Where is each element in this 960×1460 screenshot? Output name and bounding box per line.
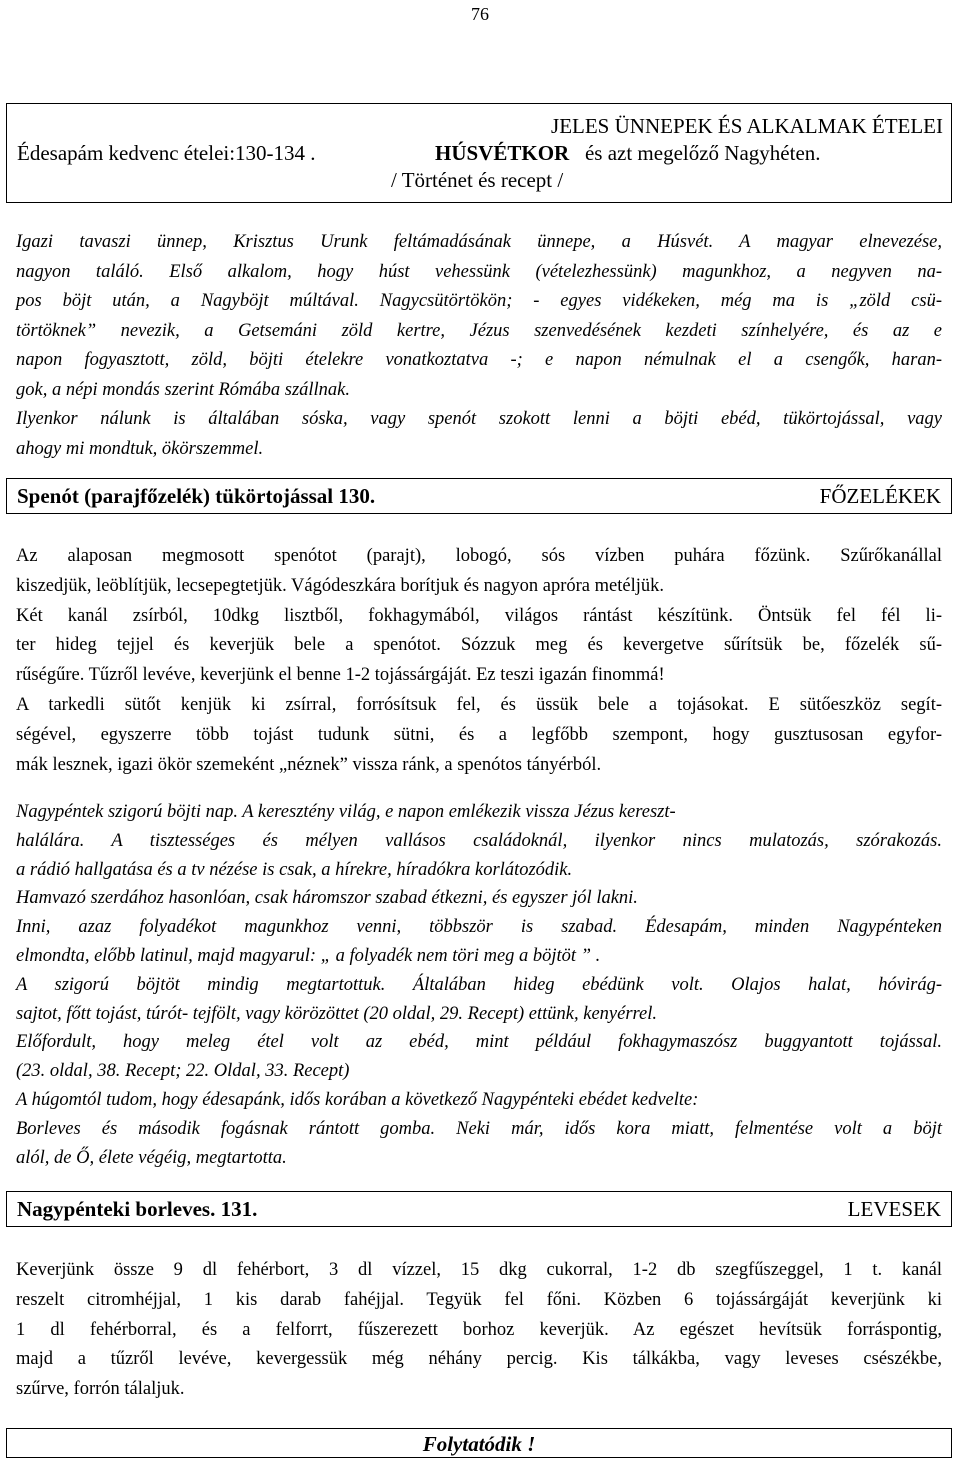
text-line: kiszedjük, leöblítjük, lecsepegtetjük. Vágódeszkára borítjuk és nagyon apróra metéljük.: [16, 575, 664, 596]
text-line: Előfordult, hogy meleg étel volt az ebéd, mint például fokhagymaszósz buggyantott tojással.: [16, 1032, 942, 1053]
text-line: a rádió hallgatása és a tv nézése is csak, a hírekre, híradókra korlátozódik.: [16, 859, 573, 880]
text-line: majd a tűzről levéve, kevergessük még néhány percig. Kis tálkákba, vagy leveses csészékbe,: [16, 1349, 942, 1370]
text-line: reszelt citromhéjjal, 1 kis darab fahéjjal. Tegyük fel főni. Közben 6 tojássárgáját keverjünk ki: [16, 1289, 942, 1310]
easter-rest: és azt megelőző Nagyhéten.: [584, 141, 821, 165]
text-line: mák lesznek, igazi ökör szemeként „néznek” vissza ránk, a spenótos tányérból.: [16, 754, 602, 775]
text-line: sajtot, főtt tojást, túrót- tejfölt, vagy körözöttet (20 oldal, 29. Recept) ettünk, kenyérrel.: [16, 1003, 658, 1024]
text-line: ségével, egyszerre több tojást tudunk sütni, és a legfőbb szempont, hogy gusztusosan egyfor-: [16, 724, 942, 745]
text-line: szűrve, forrón tálaljuk.: [16, 1379, 185, 1400]
text-line: rűségűre. Tűzről levéve, keverjünk el benne 1-2 tojássárgáját. Ez teszi igazán finommá!: [16, 665, 665, 686]
recipe-title: Nagypénteki borleves. 131.: [17, 1197, 258, 1221]
easter-bold: HÚSVÉTKOR: [435, 141, 570, 165]
recipe-body: [16, 1256, 942, 1405]
text-line: Az alaposan megmosott spenótot (parajt), lobogó, sós vízben puhára főzünk. Szűrőkanállal: [16, 546, 942, 566]
continued-box: [6, 1428, 952, 1458]
chapter-title: JELES ÜNNEPEK ÉS ALKALMAK ÉTELEI: [551, 114, 943, 138]
text-line: Ilyenkor nálunk is általában sóska, vagy spenót szokott lenni a böjti ebéd, tükörtojással, vagy: [16, 409, 942, 429]
text-line: halálára. A tisztességes és mélyen vallásos családoknál, ilyenkor nincs mulatozás, szórakozás.: [16, 830, 942, 851]
text-line: Inni, azaz folyadékot magunkhoz venni, többször is szabad. Édesapám, minden Nagypénteken: [16, 917, 942, 938]
continued-label: Folytatódik !: [422, 1432, 536, 1456]
recipe-category: FŐZELÉKEK: [819, 484, 941, 508]
text-line: A szigorú böjtöt mindig megtartottuk. Általában hideg ebédünk volt. Olajos halat, hóvirág-: [16, 974, 942, 995]
recipe-title-box: [6, 1191, 952, 1227]
text-line: ahogy mi mondtuk, ökörszemmel.: [16, 438, 264, 459]
text-line: ter hideg tejjel és keverjük bele a spenótot. Sózzuk meg és kevergetve sűrítsük be, főzelék sű-: [16, 635, 942, 656]
favorite-dishes-ref: Édesapám kedvenc ételei:130-134 .: [17, 141, 316, 165]
text-line: alól, de Ő, élete végéig, megtartotta.: [16, 1147, 287, 1168]
recipe-category: LEVESEK: [847, 1197, 941, 1221]
intro-paragraph: [16, 228, 942, 464]
text-line: nagyon találó. Első alkalom, hogy húst vehessünk (vételezhessünk) magunkhoz, a negyven na-: [16, 261, 942, 282]
good-friday-paragraph: [16, 798, 942, 1172]
text-line: törtöknek” nevezik, a Getsemáni zöld kertre, Jézus szenvedésének kezdeti színhelyére, és az e: [16, 320, 942, 341]
text-line: 1 dl fehérborral, és a felforrt, fűszerezett borhoz keverjük. Az egészet hevítsük forráspontig,: [16, 1319, 942, 1340]
easter-subtitle: [435, 139, 821, 167]
text-line: A húgomtól tudom, hogy édesapánk, idős korában a következő Nagypénteki ebédet kedvelte:: [16, 1089, 699, 1110]
chapter-note: / Történet és recept /: [391, 168, 564, 192]
text-line: gok, a népi mondás szerint Rómába szállnak.: [16, 379, 351, 400]
text-line: Borleves és második fogásnak rántott gomba. Neki már, idős kora miatt, felmentése volt a böjt: [16, 1118, 942, 1139]
text-line: Igazi tavaszi ünnep, Krisztus Urunk feltámadásának ünnepe, a Húsvét. A magyar elnevezése,: [16, 232, 942, 252]
chapter-header-box: [6, 103, 952, 203]
text-line: Két kanál zsírból, 10dkg lisztből, fokhagymából, világos rántást készítünk. Öntsük fel fél li-: [16, 605, 942, 626]
text-line: Nagypéntek szigorú böjti nap. A keresztény világ, e napon emlékezik vissza Jézus kereszt-: [16, 802, 676, 822]
text-line: Keverjünk össze 9 dl fehérbort, 3 dl vízzel, 15 dkg cukorral, 1-2 db szegfűszeggel, 1 t. kanál: [16, 1260, 942, 1280]
recipe-title: Spenót (parajfőzelék) tükörtojással 130.: [17, 484, 376, 508]
recipe-title-box: [6, 478, 952, 514]
text-line: napon fogyasztott, zöld, böjti ételekre vonatkoztatva -; e napon némulnak el a csengők, haran-: [16, 350, 942, 370]
text-line: A tarkedli sütőt kenjük ki zsírral, forrósítsuk fel, és üssük bele a tojásokat. E sütőeszköz segít-: [16, 694, 942, 715]
text-line: (23. oldal, 38. Recept; 22. Oldal, 33. Recept): [16, 1061, 350, 1082]
text-line: elmondta, előbb latinul, majd magyarul: „ a folyadék nem töri meg a böjtöt ” .: [16, 945, 601, 966]
recipe-body: [16, 542, 942, 780]
page-number: 76: [471, 4, 489, 24]
text-line: pos böjt után, a Nagyböjt múltával. Nagycsütörtökön; - egyes vidékeken, még ma is „zöld csü-: [16, 291, 942, 311]
text-line: Hamvazó szerdához hasonlóan, csak háromszor szabad étkezni, és egyszer jól lakni.: [16, 888, 638, 909]
